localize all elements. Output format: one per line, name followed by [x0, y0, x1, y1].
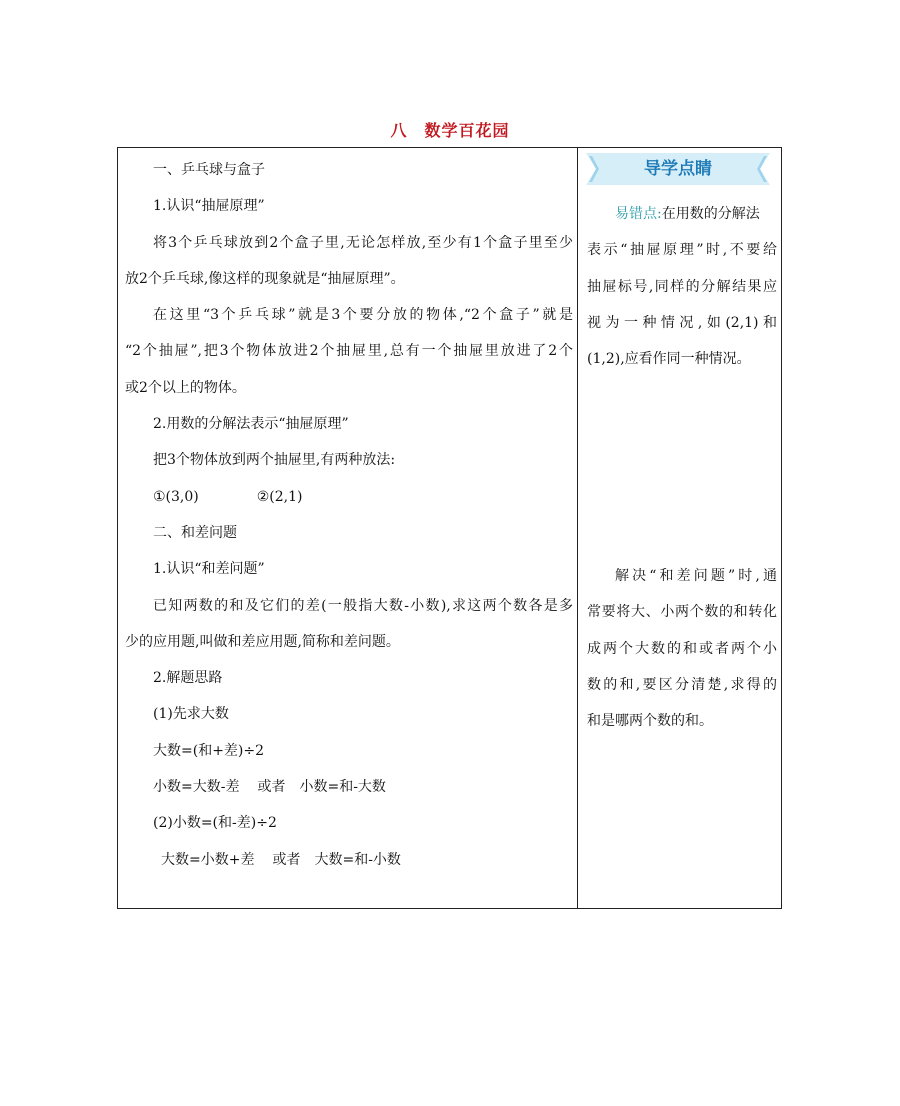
- tip-line: 解决“和差问题”时,通: [615, 568, 777, 584]
- tip-line: 表示“抽屉原理”时,不要给: [587, 242, 777, 259]
- formula-part: 小数=大数-差: [153, 779, 240, 796]
- column-divider: [577, 147, 578, 909]
- tip-line: 常要将大、小两个数的和转化: [587, 604, 777, 621]
- paragraph-line: “2个抽屉”,把3个物体放进2个抽屉里,总有一个抽屉里放进了2个: [125, 343, 573, 360]
- paragraph-line: 把3个物体放到两个抽屉里,有两种放法:: [153, 452, 396, 469]
- banner-title: 导学点睛: [644, 159, 712, 179]
- tip-line: [587, 196, 777, 232]
- tip-label: 易错点:: [615, 206, 662, 222]
- main-content-column: [125, 152, 573, 878]
- formula-part: 小数=和-大数: [299, 779, 386, 796]
- methods-line: [125, 479, 573, 515]
- tip-line: 抽屉标号,同样的分解结果应: [587, 278, 777, 295]
- tip-line: 和是哪两个数的和。: [587, 713, 713, 730]
- formula-part: 大数=小数+差: [161, 851, 255, 868]
- subheading-2-2: 2.解题思路: [153, 670, 223, 687]
- tip-line: 成两个大数的和或者两个小: [587, 640, 777, 657]
- paragraph-line: 已知两数的和及它们的差(一般指大数-小数),求这两个数各是多: [153, 597, 573, 614]
- paragraph-line: 将3个乒乓球放到2个盒子里,无论怎样放,至少有1个盒子里至少: [153, 234, 573, 251]
- formula-part: 大数=和-小数: [314, 851, 401, 868]
- tip-note-2: [587, 558, 777, 739]
- paragraph-line: 少的应用题,叫做和差应用题,简称和差问题。: [125, 633, 400, 650]
- step-2-formula: (2)小数=(和-差)÷2: [153, 815, 277, 832]
- tip-text: 在用数的分解法: [661, 206, 760, 222]
- tip-line: 数的和,要区分清楚,求得的: [587, 676, 777, 693]
- formula-line: [125, 769, 573, 805]
- subheading-2-1: 1.认识“和差问题”: [153, 561, 265, 578]
- step-1-heading: (1)先求大数: [153, 706, 229, 723]
- paragraph-line: 放2个乒乓球,像这样的现象就是“抽屉原理”。: [125, 270, 405, 287]
- tip-line: 视为一种情况,如(2,1)和: [587, 314, 777, 331]
- paragraph-line: 或2个以上的物体。: [125, 379, 246, 396]
- subheading-1-2: 2.用数的分解法表示“抽屉原理”: [153, 416, 349, 433]
- formula-part: 或者: [272, 851, 301, 868]
- formula-line: [125, 842, 573, 878]
- method-2: ②(2,1): [256, 488, 303, 505]
- paragraph-line: 在这里“3个乒乓球”就是3个要分放的物体,“2个盒子”就是: [153, 307, 573, 324]
- section-heading-1: 一、乒乓球与盒子: [153, 162, 265, 178]
- guide-banner: [586, 153, 770, 185]
- formula-line: 大数=(和+差)÷2: [153, 742, 265, 759]
- subheading-1-1: 1.认识“抽屉原理”: [153, 198, 265, 215]
- page-title: 八 数学百花园: [390, 121, 510, 140]
- section-heading-2: 二、和差问题: [153, 524, 237, 541]
- method-1: ①(3,0): [153, 488, 199, 505]
- tip-note-1: [587, 196, 777, 377]
- formula-part: 或者: [257, 779, 286, 796]
- tip-line: (1,2),应看作同一种情况。: [587, 351, 751, 368]
